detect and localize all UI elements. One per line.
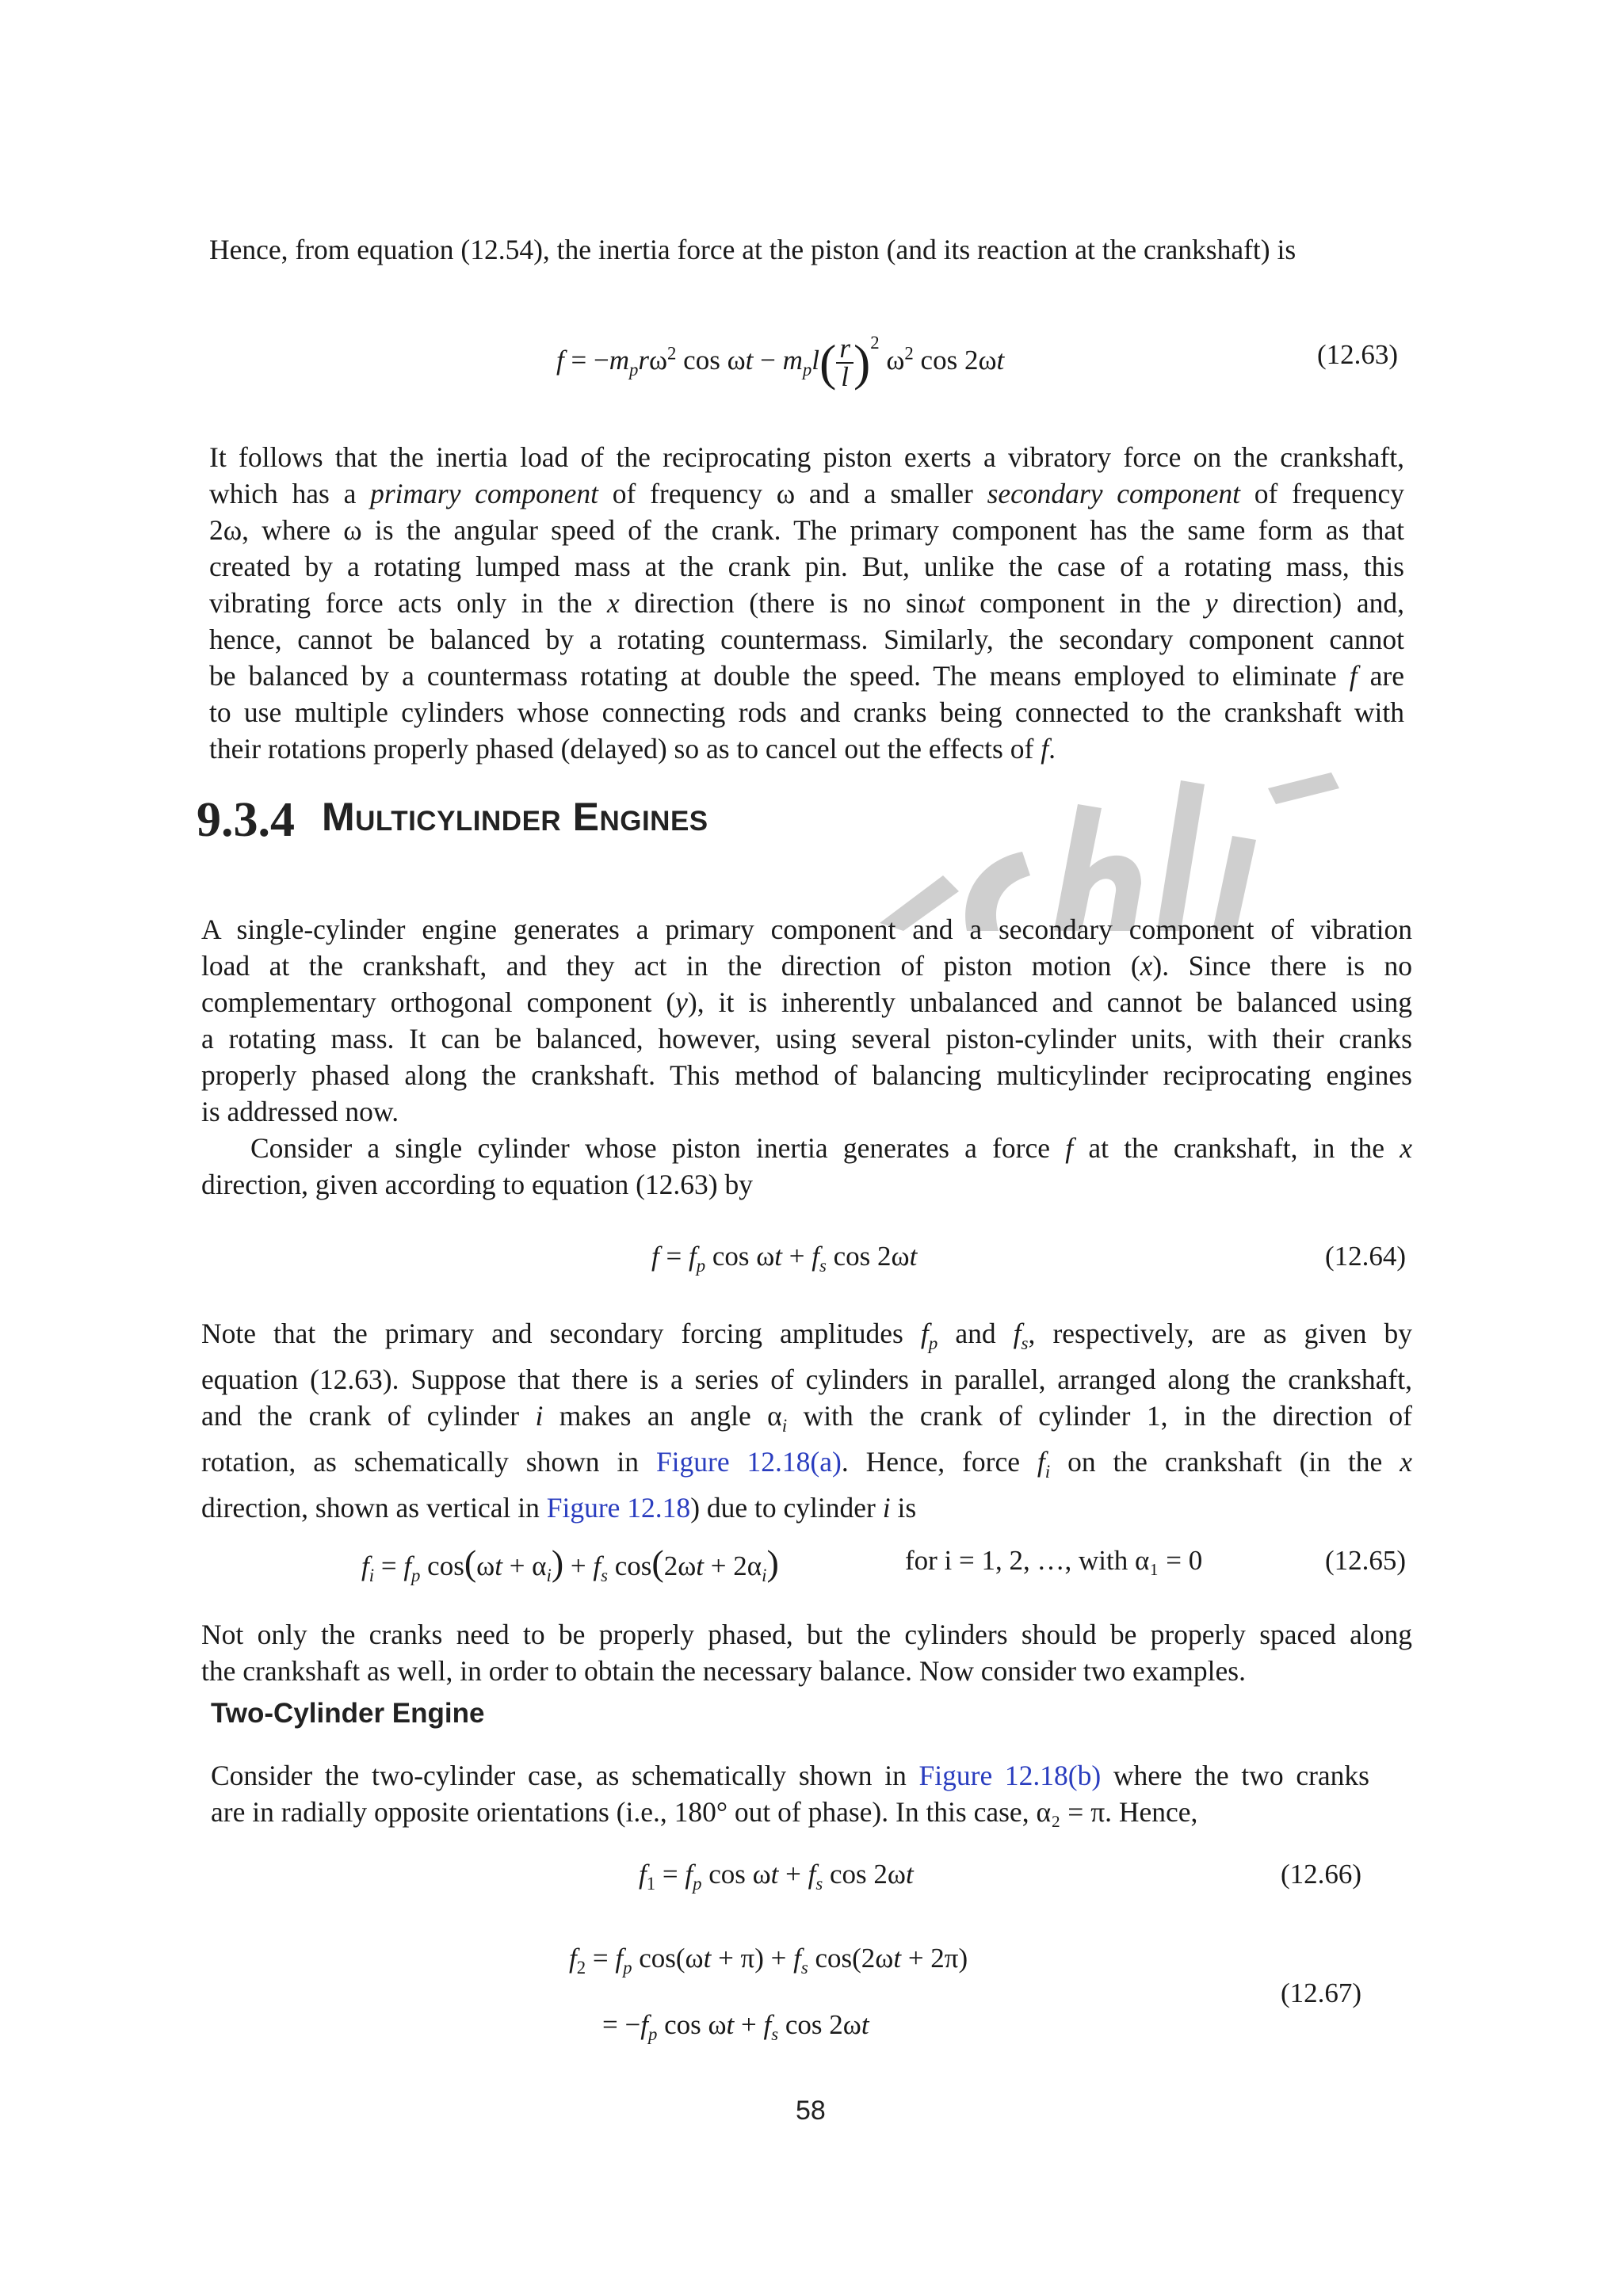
text-line (209, 585, 1404, 621)
text-fragment: of frequency ω and a smaller (598, 478, 987, 509)
emphasis-secondary-component: secondary component (987, 478, 1241, 509)
text-line: Note that the primary and secondary forcing amplitudes $f_p$ and $f_s$, respectively, are as given by (201, 1318, 1412, 1354)
text-line: are in radially opposite orientations (i.e., 180° out of phase). In this case, α₂ = π. Hence, (211, 1796, 1198, 1828)
text-fragment: are (1357, 660, 1404, 692)
text-fragment: their rotations properly phased (delayed) so as to cancel out the effects of (209, 733, 1041, 765)
paragraph-cylinder-spacing (201, 1616, 1412, 1689)
text-line (209, 658, 1404, 694)
math-variable: i (535, 1400, 544, 1432)
equation-12-65-condition: for i = 1, 2, …, with α₁ = 0 (905, 1545, 1203, 1576)
text-fragment: component in the (964, 587, 1205, 619)
text-line: created by a rotating lumped mass at the crank pin. But, unlike the case of a rotating mass, this (209, 551, 1404, 582)
text-fragment: Note that the primary and secondary forcing amplitudes (201, 1318, 921, 1349)
text-fragment: on the crankshaft (in the (1050, 1446, 1400, 1478)
text-fragment: . Hence, force (841, 1446, 1037, 1478)
text-fragment: vibrating force acts only in the (209, 587, 608, 619)
text-line: A single-cylinder engine generates a primary component and a secondary component of vibration (201, 913, 1412, 945)
text-fragment: direction, shown as vertical in (201, 1492, 547, 1524)
math-variable: x (1140, 950, 1153, 982)
page-number: 58 (796, 2096, 826, 2126)
math-variable: t (957, 587, 965, 619)
equation-number-12-66: (12.66) (1281, 1859, 1362, 1890)
equation-12-67-line2: = $-f_p$ $\cos \omega t + f_s$ cos 2ωt (602, 2009, 869, 2044)
text-line: the crankshaft as well, in order to obtain the necessary balance. Now consider two examples. (201, 1655, 1246, 1687)
math-variable: y (1205, 587, 1218, 619)
text-fragment: at the crankshaft, in the (1073, 1132, 1400, 1164)
text-fragment: where the two cranks (1101, 1760, 1369, 1791)
text-line: equation (12.63). Suppose that there is a series of cylinders in parallel, arranged along the crankshaft, (201, 1363, 1412, 1396)
text-fragment: Consider the two-cylinder case, as schematically shown in (211, 1760, 919, 1791)
text-fragment: load at the crankshaft, and they act in the direction of piston motion ( (201, 950, 1140, 982)
equation-number-12-64: (12.64) (1325, 1241, 1407, 1272)
equation-number-12-63: (12.63) (1317, 339, 1399, 370)
text-line: direction, given according to equation (12.63) by (201, 1169, 753, 1200)
intro-line: Hence, from equation (12.54), the inertia force at the piston (and its reaction at the crankshaft) is (209, 234, 1296, 265)
figure-12-18-link[interactable]: Figure 12.18 (546, 1492, 691, 1524)
paragraph-two-cylinder-case (211, 1757, 1369, 1830)
math-variable: x (607, 587, 620, 619)
text-line: properly phased along the crankshaft. This method of balancing multicylinder reciprocating engines (201, 1059, 1412, 1091)
text-fragment: . (1048, 733, 1056, 765)
figure-12-18a-link[interactable]: Figure 12.18(a) (655, 1446, 842, 1478)
math-variable: f (1065, 1132, 1074, 1164)
math-variable: f (1349, 660, 1358, 692)
text-line: is addressed now. (201, 1096, 399, 1127)
text-line (211, 1757, 1369, 1794)
text-fragment: complementary orthogonal component ( (201, 986, 676, 1018)
text-fragment: is (890, 1492, 917, 1524)
paragraph-forcing-amplitudes (201, 1315, 1412, 1526)
math-variable: y (675, 986, 688, 1018)
text-line: Not only the cranks need to be properly phased, but the cylinders should be properly spaced along (201, 1619, 1412, 1650)
text-line: to use multiple cylinders whose connecting rods and cranks being connected to the crankshaft with (209, 696, 1404, 728)
equation-number-12-65: (12.65) (1325, 1545, 1407, 1576)
text-line (201, 984, 1412, 1020)
text-line (209, 730, 1404, 767)
text-fragment: and the crank of cylinder (201, 1400, 536, 1432)
watermark-graphic (872, 772, 1347, 931)
text-line (201, 948, 1412, 984)
text-line (209, 475, 1404, 512)
text-fragment: of frequency (1240, 478, 1404, 509)
text-line (201, 1489, 1412, 1526)
text-line: rotation, as schematically shown in Figure 12.18(a). Hence, force $f_i$ on the crankshaft (in the x (201, 1446, 1412, 1482)
equation-12-64: $f = f_p$ $\cos \omega t + f_s$ cos 2ωt (651, 1241, 918, 1276)
subheading-two-cylinder-engine: Two-Cylinder Engine (211, 1698, 485, 1729)
text-fragment: ), it is inherently unbalanced and cannot be balanced using (687, 986, 1412, 1018)
intro-paragraph (209, 231, 1404, 268)
section-title: Multicylinder Engines (322, 795, 708, 839)
figure-12-18b-link[interactable]: Figure 12.18(b) (918, 1760, 1102, 1791)
text-line: a rotating mass. It can be balanced, however, using several piston-cylinder units, with their cranks (201, 1023, 1412, 1055)
paragraph-single-cylinder (201, 911, 1412, 1203)
equation-12-66: $f_1 = f_p$ $\cos \omega t + f_s$ cos 2ωt (639, 1859, 914, 1894)
text-line: hence, cannot be balanced by a rotating countermass. Similarly, the secondary component cannot (209, 624, 1404, 655)
text-fragment: makes an angle α (543, 1400, 782, 1432)
equation-12-65: $f_i = f_p$ $\cos(\omega t + \alpha_i) + f_s$ $\cos(2\omega t + 2\alpha_i)$ (361, 1543, 779, 1585)
text-fragment: direction (there is no sinω (619, 587, 957, 619)
text-fragment: with the crank of cylinder 1, in the direction of (787, 1400, 1412, 1432)
text-fragment: ) due to cylinder (690, 1492, 883, 1524)
paragraph-inertia-load (209, 439, 1404, 767)
text-fragment: Consider a single cylinder whose piston inertia generates a force (250, 1132, 1066, 1164)
math-variable: x (1400, 1132, 1412, 1164)
text-fragment: direction) and, (1217, 587, 1404, 619)
equation-12-67-line1: $f_2 = f_p$ $\cos(\omega t + \pi) + f_s$ cos(2ωt + 2π) (569, 1943, 968, 1978)
math-variable: i (882, 1492, 891, 1524)
text-line: 2ω, where ω is the angular speed of the crank. The primary component has the same form as that (209, 514, 1404, 546)
text-fragment: ). Since there is no (1152, 950, 1412, 982)
text-line (201, 1130, 1412, 1166)
emphasis-primary-component: primary component (370, 478, 598, 509)
text-line: It follows that the inertia load of the reciprocating piston exerts a vibratory force on the crankshaft, (209, 441, 1404, 473)
text-fragment: rotation, as schematically shown in (201, 1446, 656, 1478)
text-fragment: and (955, 1318, 996, 1349)
section-number: 9.3.4 (197, 793, 295, 847)
text-fragment: , respectively, are as given by (1028, 1318, 1412, 1349)
text-line: and the crank of cylinder i makes an angle $\alpha_i$ with the crank of cylinder 1, in the direction of (201, 1400, 1412, 1436)
equation-12-63: $f = -m_pr\omega^2$ $\cos \omega t - m_pl$( $\frac{r}{l}$ )$^2$ $\omega^2$ cos 2ωt (556, 332, 1005, 392)
text-fragment: which has a (209, 478, 371, 509)
text-fragment: be balanced by a countermass rotating at double the speed. The means employed to eliminate (209, 660, 1350, 692)
equation-number-12-67: (12.67) (1281, 1978, 1362, 2008)
math-variable: x (1400, 1446, 1412, 1478)
math-variable: f (1041, 733, 1049, 765)
